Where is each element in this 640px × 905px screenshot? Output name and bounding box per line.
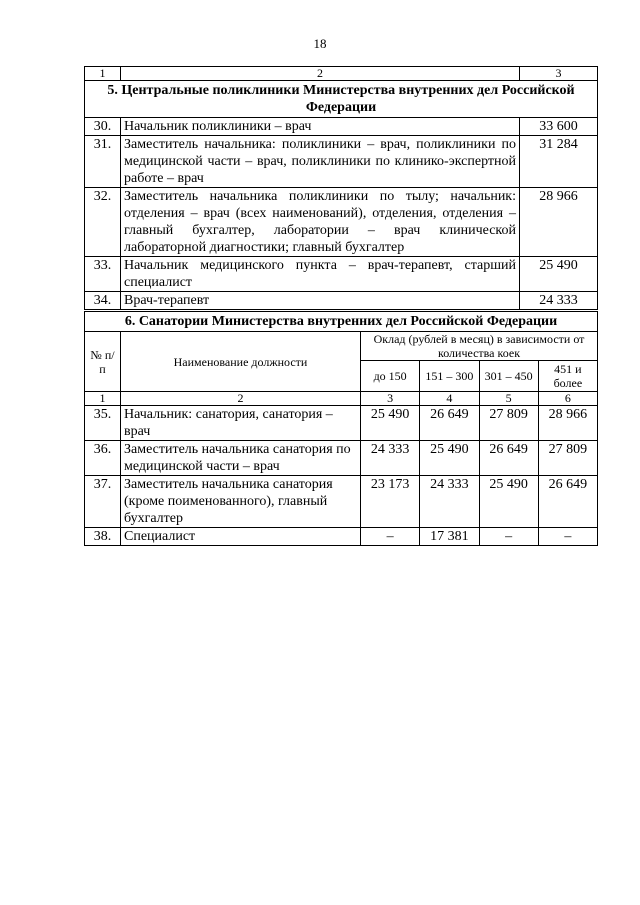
salary-value: 28 966 — [538, 406, 597, 441]
salary-value: 25 490 — [520, 257, 598, 292]
table-row — [85, 292, 598, 310]
salary-value: 31 284 — [520, 136, 598, 188]
position-name: Заместитель начальника поликлиники по тылу; начальник: отделения – врач (всех наименований), отделения, отделения – главный бухгалтер, лаборатории – врач клинической лабораторной диагностики; главный бухгалтер — [121, 188, 520, 257]
position-name: Заместитель начальника санатория (кроме поименованного), главный бухгалтер — [121, 476, 361, 528]
position-name: Начальник медицинского пункта – врач-терапевт, старший специалист — [121, 257, 520, 292]
header-beds-4: 451 и более — [538, 361, 597, 392]
col-index-1: 1 — [85, 392, 121, 406]
salary-value: 24 333 — [420, 476, 479, 528]
table-row — [85, 476, 598, 528]
salary-value: 28 966 — [520, 188, 598, 257]
col-index-2: 2 — [121, 67, 520, 81]
header-beds-2: 151 – 300 — [420, 361, 479, 392]
section-title-5: 5. Центральные поликлиники Министерства внутренних дел Российской Федерации — [85, 81, 598, 118]
page-number: 18 — [313, 36, 327, 51]
section-row — [85, 312, 598, 332]
table-row — [85, 136, 598, 188]
salary-value: 25 490 — [420, 441, 479, 476]
row-number: 35. — [85, 406, 121, 441]
salary-value: – — [361, 528, 420, 546]
table-central-polyclinics — [84, 66, 598, 310]
row-number: 36. — [85, 441, 121, 476]
salary-value: 17 381 — [420, 528, 479, 546]
col-index-3: 3 — [361, 392, 420, 406]
header-position: Наименование должности — [121, 332, 361, 392]
salary-value: – — [538, 528, 597, 546]
row-number: 38. — [85, 528, 121, 546]
position-name: Заместитель начальника санатория по медицинской части – врач — [121, 441, 361, 476]
salary-value: 24 333 — [361, 441, 420, 476]
table-row — [85, 118, 598, 136]
column-index-row — [85, 67, 598, 81]
salary-value: – — [479, 528, 538, 546]
salary-value: 26 649 — [479, 441, 538, 476]
position-name: Начальник поликлиники – врач — [121, 118, 520, 136]
table-row — [85, 528, 598, 546]
table-row — [85, 188, 598, 257]
header-num: № п/п — [85, 332, 121, 392]
section-row — [85, 81, 598, 118]
salary-value: 27 809 — [479, 406, 538, 441]
col-index-1: 1 — [85, 67, 121, 81]
salary-value: 25 490 — [361, 406, 420, 441]
row-number: 37. — [85, 476, 121, 528]
salary-value: 26 649 — [420, 406, 479, 441]
header-beds-3: 301 – 450 — [479, 361, 538, 392]
row-number: 31. — [85, 136, 121, 188]
salary-value: 24 333 — [520, 292, 598, 310]
position-name: Заместитель начальника: поликлиники – врач, поликлиники по медицинской части – врач, поликлиники по клинико-экспертной работе – врач — [121, 136, 520, 188]
header-row — [85, 332, 598, 361]
position-name: Врач-терапевт — [121, 292, 520, 310]
table-sanatoriums — [84, 311, 598, 546]
salary-value: 25 490 — [479, 476, 538, 528]
col-index-5: 5 — [479, 392, 538, 406]
section-title-6: 6. Санатории Министерства внутренних дел Российской Федерации — [85, 312, 598, 332]
header-salary: Оклад (рублей в месяц) в зависимости от количества коек — [361, 332, 598, 361]
salary-value: 33 600 — [520, 118, 598, 136]
col-index-6: 6 — [538, 392, 597, 406]
row-number: 30. — [85, 118, 121, 136]
col-index-3: 3 — [520, 67, 598, 81]
col-index-4: 4 — [420, 392, 479, 406]
row-number: 32. — [85, 188, 121, 257]
col-index-2: 2 — [121, 392, 361, 406]
table-row — [85, 257, 598, 292]
row-number: 34. — [85, 292, 121, 310]
header-beds-1: до 150 — [361, 361, 420, 392]
row-number: 33. — [85, 257, 121, 292]
table-row — [85, 406, 598, 441]
column-index-row — [85, 392, 598, 406]
position-name: Начальник: санатория, санатория – врач — [121, 406, 361, 441]
salary-value: 26 649 — [538, 476, 597, 528]
salary-value: 23 173 — [361, 476, 420, 528]
position-name: Специалист — [121, 528, 361, 546]
table-row — [85, 441, 598, 476]
salary-value: 27 809 — [538, 441, 597, 476]
